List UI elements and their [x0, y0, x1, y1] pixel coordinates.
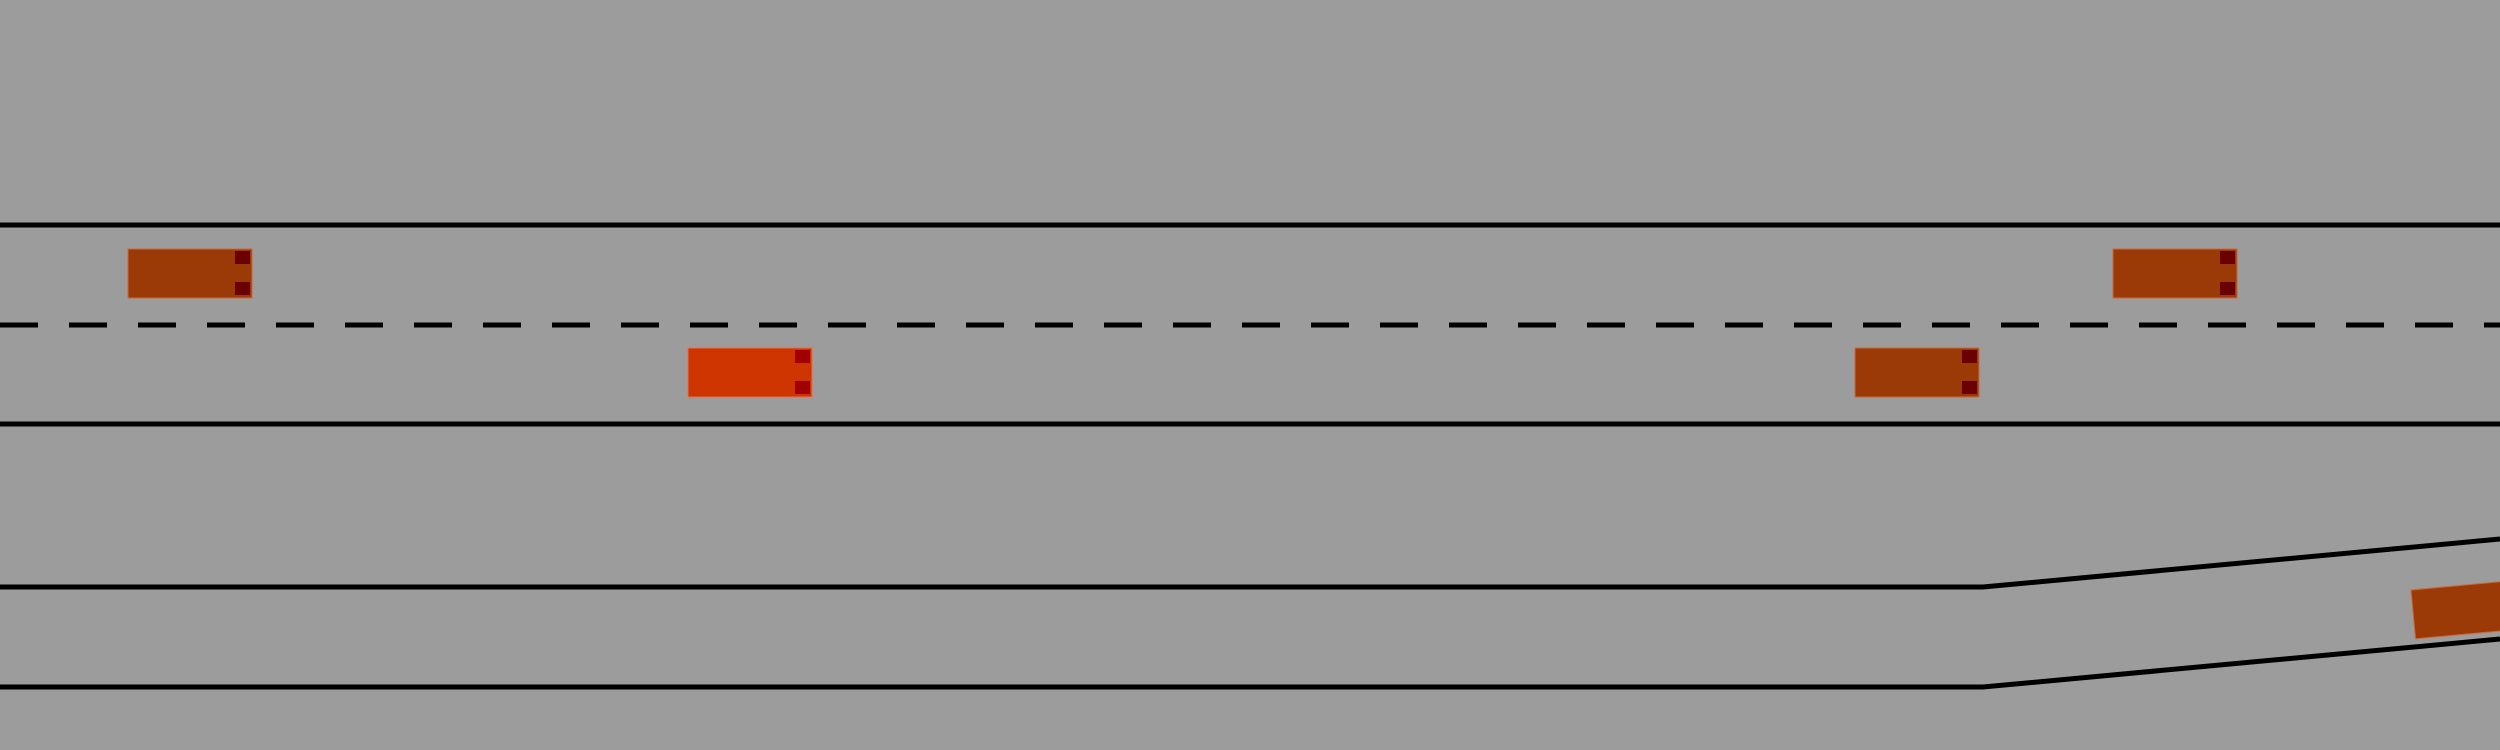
car-top-lane-right	[2113, 249, 2237, 298]
car-tail-light-top	[2220, 251, 2235, 264]
car-ego	[688, 348, 812, 397]
car-body	[688, 348, 812, 397]
car-tail-light-top	[795, 350, 810, 363]
car-tail-light-bottom	[795, 381, 810, 394]
car-top-lane-left	[128, 249, 252, 298]
car-tail-light-bottom	[2220, 282, 2235, 295]
car-bottom-lane-right	[1855, 348, 1979, 397]
car-tail-light-top	[1962, 350, 1977, 363]
car-tail-light-bottom	[1962, 381, 1977, 394]
car-body	[1855, 348, 1979, 397]
car-tail-light-top	[235, 251, 250, 264]
car-body	[2113, 249, 2237, 298]
car-tail-light-bottom	[235, 282, 250, 295]
car-body	[128, 249, 252, 298]
